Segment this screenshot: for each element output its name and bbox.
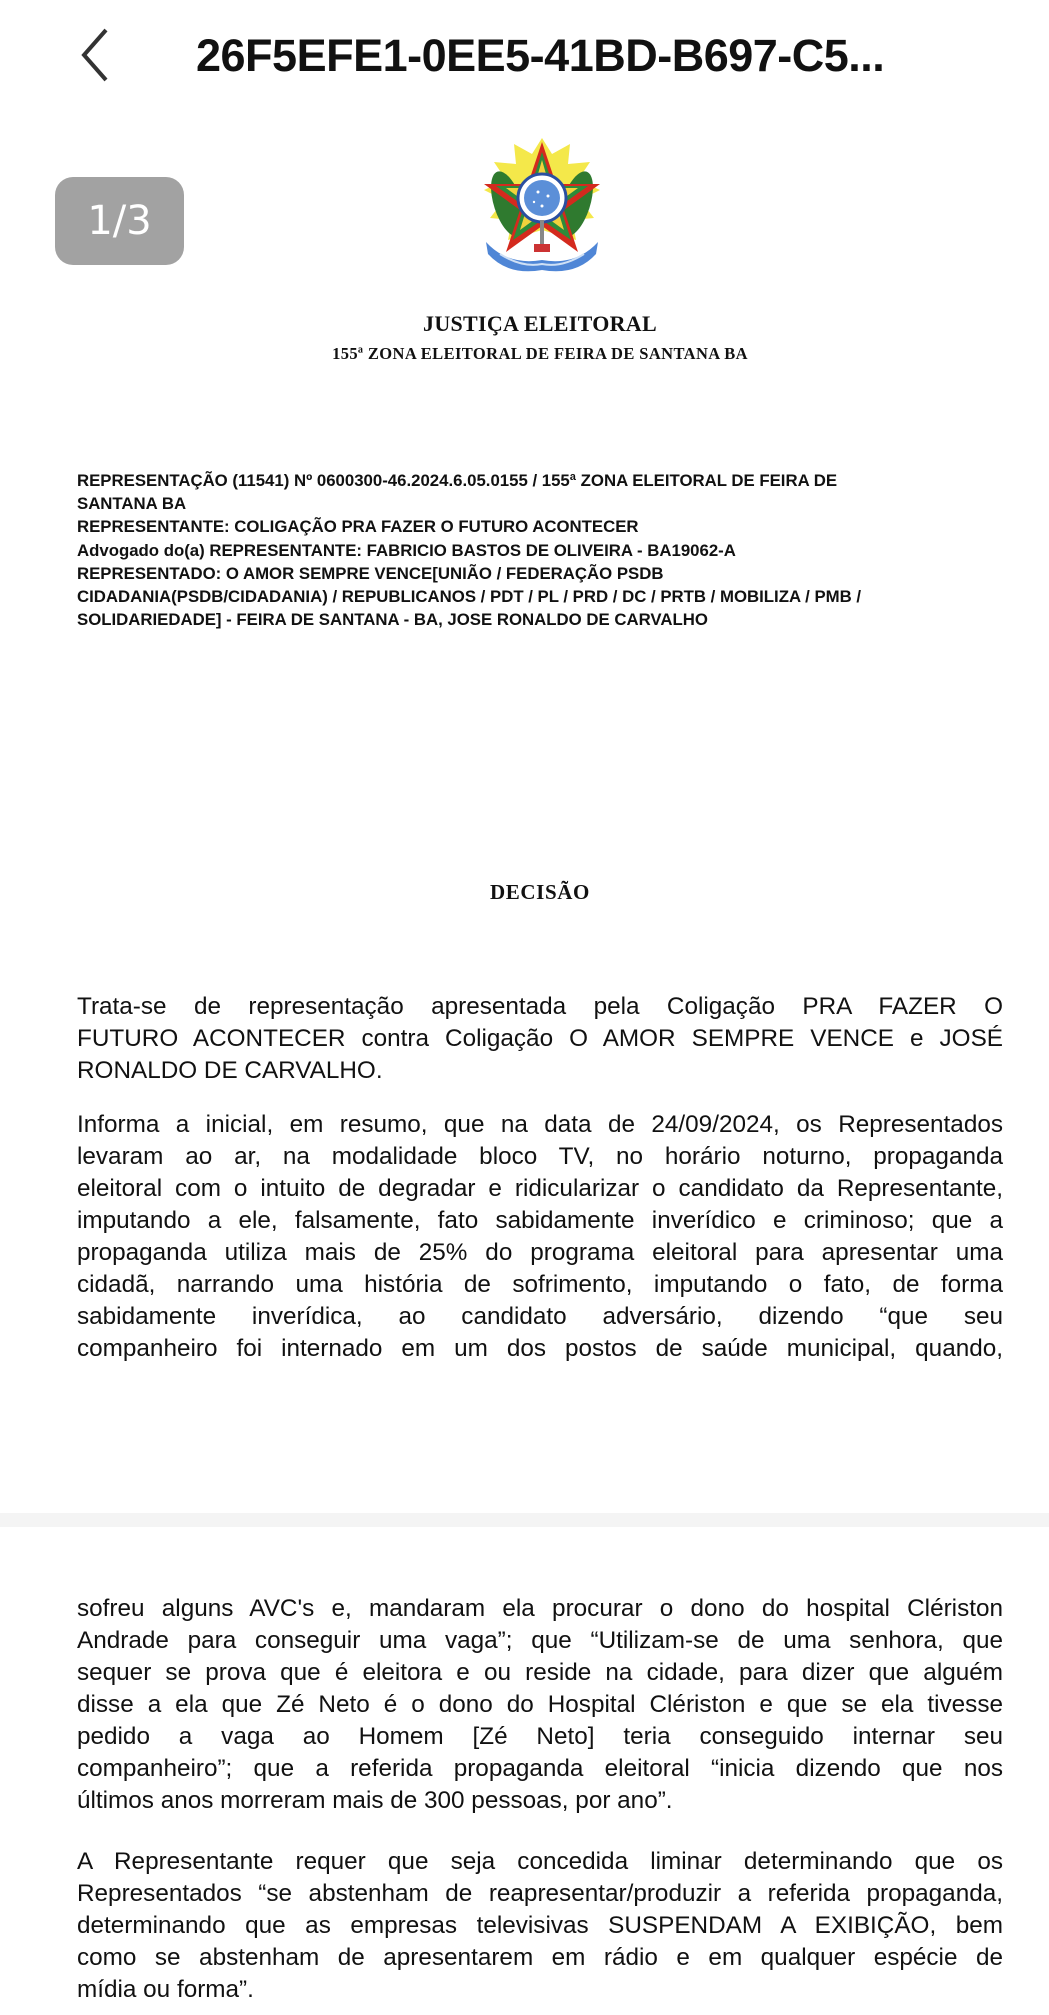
case-header-line: CIDADANIA(PSDB/CIDADANIA) / REPUBLICANOS / PDT / PL / PRD / DC / PRTB / MOBILIZA / PMB / bbox=[77, 587, 862, 607]
text-line: companheiro”; que a referida propaganda eleitoral “inicia dizendo que nos bbox=[77, 1755, 1003, 1782]
page-divider bbox=[0, 1513, 1049, 1527]
text-line: levaram ao ar, na modalidade bloco TV, no horário noturno, propaganda bbox=[77, 1143, 1003, 1170]
text-line: sequer se prova que é eleitora e ou reside na cidade, para dizer que alguém bbox=[77, 1659, 1003, 1686]
text-line: Informa a inicial, em resumo, que na data de 24/09/2024, os Representados bbox=[77, 1111, 1003, 1138]
paragraph bbox=[77, 1593, 1003, 1817]
text-line: sabidamente inverídica, ao candidato adversário, dizendo “que seu bbox=[77, 1303, 1003, 1330]
case-header-line: Advogado do(a) REPRESENTANTE: FABRICIO BASTOS DE OLIVEIRA - BA19062-A bbox=[77, 540, 736, 560]
case-header-line: REPRESENTANTE: COLIGAÇÃO PRA FAZER O FUTURO ACONTECER bbox=[77, 517, 639, 537]
document-page-1[interactable] bbox=[0, 110, 1049, 1513]
top-bar bbox=[0, 0, 1049, 110]
text-line: determinando que as empresas televisivas SUSPENDAM A EXIBIÇÃO, bem bbox=[77, 1912, 1003, 1939]
text-line: imputando a ele, falsamente, fato sabidamente inverídico e criminoso; que a bbox=[77, 1207, 1003, 1234]
chevron-left-icon bbox=[70, 22, 120, 88]
section-title: DECISÃO bbox=[490, 880, 590, 904]
text-line: Andrade para conseguir uma vaga”; que “Utilizam-se de uma senhora, que bbox=[77, 1627, 1003, 1654]
text-line: eleitoral com o intuito de degradar e ridicularizar o candidato da Representante, bbox=[77, 1175, 1003, 1202]
text-line: FUTURO ACONTECER contra Coligação O AMOR SEMPRE VENCE e JOSÉ bbox=[77, 1025, 1003, 1052]
org-title: JUSTIÇA ELEITORAL bbox=[423, 311, 657, 336]
text-line: últimos anos morreram mais de 300 pessoas, por ano”. bbox=[77, 1787, 673, 1814]
text-line: cidadã, narrando uma história de sofrimento, imputando o fato, de forma bbox=[77, 1271, 1003, 1298]
text-line: sofreu alguns AVC's e, mandaram ela procurar o dono do hospital Clériston bbox=[77, 1595, 1003, 1622]
text-line: Trata-se de representação apresentada pela Coligação PRA FAZER O bbox=[77, 993, 1003, 1020]
document-page-2[interactable] bbox=[0, 1527, 1049, 2015]
text-line: companheiro foi internado em um dos postos de saúde municipal, quando, bbox=[77, 1335, 1003, 1362]
text-line: Representados “se abstenham de reapresentar/produzir a referida propaganda, bbox=[77, 1880, 1003, 1907]
text-line: disse a ela que Zé Neto é o dono do Hospital Clériston e que se ela tivesse bbox=[77, 1691, 1003, 1718]
paragraph bbox=[77, 1109, 1003, 1365]
case-header-line: SOLIDARIEDADE] - FEIRA DE SANTANA - BA, JOSE RONALDO DE CARVALHO bbox=[77, 610, 708, 630]
case-header-line: REPRESENTADO: O AMOR SEMPRE VENCE[UNIÃO / FEDERAÇÃO PSDB bbox=[77, 563, 664, 583]
text-line: como se abstenham de apresentarem em rádio e em qualquer espécie de bbox=[77, 1944, 1003, 1971]
brazil-coat-of-arms-icon bbox=[478, 134, 606, 280]
back-button[interactable] bbox=[70, 22, 120, 88]
text-line: RONALDO DE CARVALHO. bbox=[77, 1057, 383, 1084]
text-line: A Representante requer que seja concedida liminar determinando que os bbox=[77, 1848, 1003, 1875]
text-line: pedido a vaga ao Homem [Zé Neto] teria conseguido internar seu bbox=[77, 1723, 1003, 1750]
case-header-line: SANTANA BA bbox=[77, 494, 187, 514]
text-line: propaganda utiliza mais de 25% do programa eleitoral para apresentar uma bbox=[77, 1239, 1003, 1266]
paragraph bbox=[77, 1846, 1003, 2006]
text-line: mídia ou forma”. bbox=[77, 1976, 254, 2003]
page-indicator: 1/3 bbox=[55, 177, 184, 265]
org-subtitle: 155ª ZONA ELEITORAL DE FEIRA DE SANTANA BA bbox=[332, 344, 748, 363]
case-header bbox=[77, 469, 977, 631]
paragraph bbox=[77, 991, 1003, 1087]
case-header-line: REPRESENTAÇÃO (11541) Nº 0600300-46.2024.6.05.0155 / 155ª ZONA ELEITORAL DE FEIRA DE bbox=[77, 471, 838, 490]
document-title: 26F5EFE1-0EE5-41BD-B697-C5... bbox=[196, 30, 885, 81]
